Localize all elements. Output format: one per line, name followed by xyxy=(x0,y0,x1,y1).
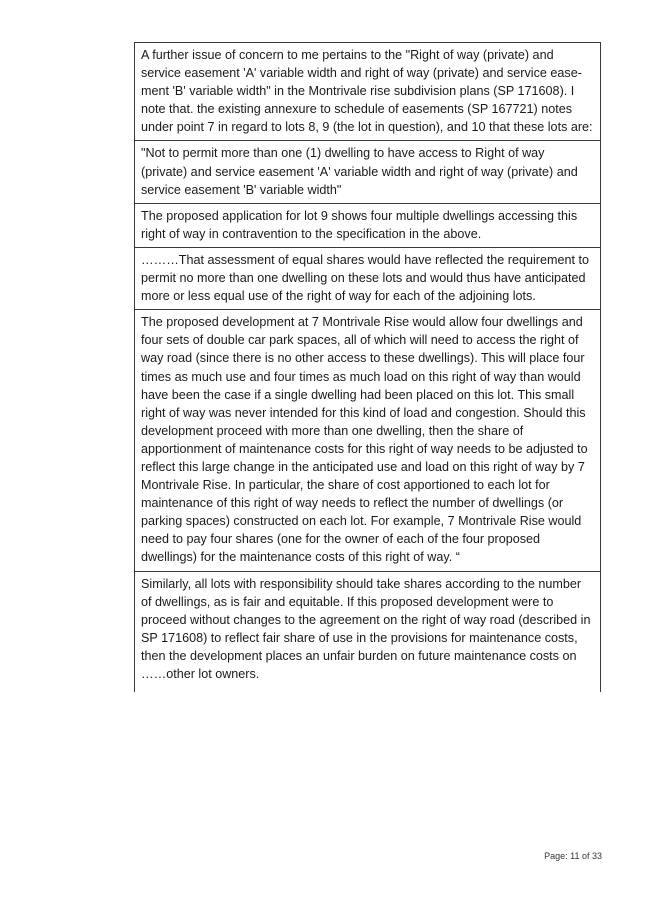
page-number: Page: 11 of 33 xyxy=(544,851,602,861)
paragraph-quoted-restriction: "Not to permit more than one (1) dwelling to have access to Right of way (private) and service easement 'A' variable width and right of way (private) and service easement 'B' variable width" xyxy=(135,141,600,203)
paragraph-equal-shares: ………That assessment of equal shares would have reflected the requirement to permit no more than one dwelling on these lots and would thus have anticipated more or less equal use of the right of way for each of the adjoining lots. xyxy=(135,248,600,310)
paragraph-easement-concern: A further issue of concern to me pertains to the "Right of way (private) and service easement 'A' variable width and right of way (private) and service ease-ment 'B' variable width" in the Montrivale rise subdivision plans (SP 171608). I note that. the existing annexure to schedule of easements (SP 167721) notes under point 7 in regard to lots 8, 9 (the lot in question), and 10 that these lots are: xyxy=(135,43,600,141)
paragraph-fair-shares: Similarly, all lots with responsibility should take shares according to the number of dwellings, as is fair and equitable. If this proposed development were to proceed without changes to the agreement on the right of way road (described in SP 171608) to reflect fair share of use in the provisions for maintenance costs, then the development places an unfair burden on future maintenance costs on ……other lot owners. xyxy=(141,576,591,681)
submission-table xyxy=(134,42,601,692)
paragraph-development-impact: The proposed development at 7 Montrivale Rise would allow four dwellings and four sets of double car park spaces, all of which will need to access the right of way road (since there is no other access to these dwellings). This will place four times as much use and four times as much load on this right of way than would have been the case if a single dwelling had been placed on this lot. This small right of way was never intended for this kind of load and congestion. Should this development proceed with more than one dwelling, then the share of apportionment of maintenance costs for this right of way needs to be adjusted to reflect this large change in the anticipated use and load on this right of way by 7 Montrivale Rise. In particular, the share of cost apportioned to each lot for maintenance of this right of way needs to reflect the number of dwellings (or parking spaces) constructed on each lot. For example, 7 Montrivale Rise would need to pay four shares (one for the owner of each of the four proposed dwellings) for the maintenance costs of this right of way. “ xyxy=(135,310,600,571)
paragraph-lot9-application: The proposed application for lot 9 shows four multiple dwellings accessing this right of way in contravention to the specification in the above. xyxy=(135,204,600,248)
